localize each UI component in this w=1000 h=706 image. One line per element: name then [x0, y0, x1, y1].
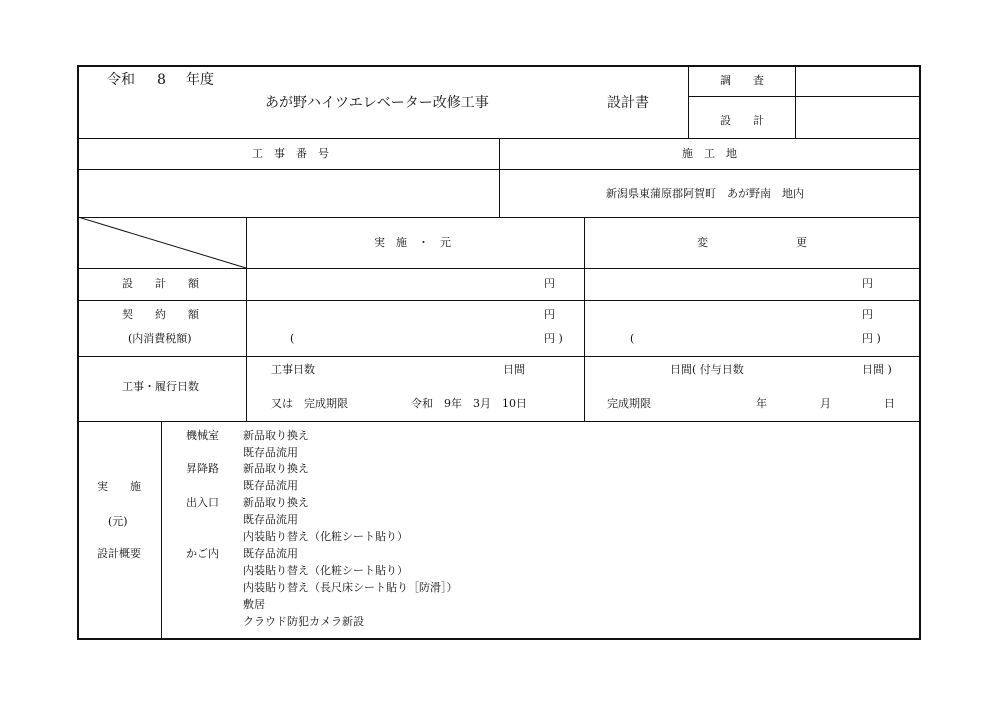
design-amount-change-yen: 円 [862, 277, 873, 290]
contract-amount-change-yen: 円 [862, 308, 873, 321]
work-days-unit: 日間 [503, 363, 525, 376]
summary-item: 既存品流用 [243, 513, 298, 526]
completion-prefix: 又は 完成期限 [271, 397, 348, 410]
contract-amount-label: 契 約 額 [122, 308, 199, 321]
summary-label-2: (元) [108, 515, 128, 528]
implementation-header: 実 施 ・ 元 [374, 236, 451, 249]
rule-summary-col [161, 421, 162, 639]
rule-header-v2 [795, 66, 796, 138]
summary-item: 既存品流用 [243, 547, 298, 560]
summary-item: 新品取り換え [243, 462, 309, 475]
tax-change-paren-open: ( [630, 332, 635, 345]
change-completion-year: 年 [756, 397, 767, 410]
rule-location-split [499, 138, 500, 217]
design-label: 設 計 [720, 114, 764, 127]
summary-label-1: 実 施 [97, 480, 141, 493]
diagonal-line [78, 217, 247, 269]
change-days-label: 日間( 付与日数 [670, 363, 744, 376]
summary-item: 新品取り換え [243, 496, 309, 509]
project-title: あが野ハイツエレベーター改修工事 [265, 95, 489, 111]
rule-schedule-bottom [78, 421, 920, 422]
summary-item: 内装貼り替え（化粧シート貼り） [243, 530, 408, 543]
summary-category: 機械室 [186, 429, 219, 442]
summary-category: 出入口 [186, 496, 219, 509]
change-completion-day: 日 [884, 397, 895, 410]
era-label: 令和 [107, 72, 135, 88]
construction-number-label: 工 事 番 号 [252, 147, 329, 160]
rule-design-bottom [78, 300, 920, 301]
survey-label: 調 査 [720, 74, 764, 87]
year-suffix: 年度 [186, 72, 214, 88]
tax-change-yen-close: 円 ) [862, 332, 881, 345]
tax-label: (内消費税額) [128, 332, 192, 345]
rule-contract-bottom [78, 356, 920, 357]
document-type: 設計書 [607, 95, 649, 111]
summary-item: 新品取り換え [243, 429, 309, 442]
summary-item: 内装貼り替え（化粧シート貼り） [243, 564, 408, 577]
schedule-label: 工事・履行日数 [122, 380, 199, 393]
summary-item: 既存品流用 [243, 446, 298, 459]
change-days-close: 日間 ) [862, 363, 892, 376]
summary-item: クラウド防犯カメラ新設 [243, 615, 364, 628]
site-value: 新潟県東蒲原郡阿賀町 あが野南 地内 [606, 187, 804, 200]
summary-item: 内装貼り替え（長尺床シート貼り［防滑］） [243, 581, 458, 594]
fiscal-year: 8 [157, 72, 166, 88]
contract-amount-yen: 円 [544, 308, 555, 321]
site-label: 施 工 地 [682, 147, 737, 160]
work-days-label: 工事日数 [271, 363, 315, 376]
summary-label-3: 設計概要 [97, 547, 141, 560]
summary-item: 敷居 [243, 598, 265, 611]
rule-header-v1 [688, 66, 689, 138]
change-header: 変 更 [697, 236, 807, 249]
change-completion-month: 月 [820, 397, 831, 410]
change-completion-label: 完成期限 [607, 397, 651, 410]
summary-item: 既存品流用 [243, 479, 298, 492]
completion-date: 令和 9年 3月 10日 [411, 397, 527, 410]
design-amount-yen: 円 [544, 277, 555, 290]
design-amount-label: 設 計 額 [122, 277, 199, 290]
summary-category: 昇降路 [186, 462, 219, 475]
summary-category: かご内 [186, 547, 219, 560]
rule-change-col [584, 217, 585, 421]
tax-paren-open: ( [290, 332, 295, 345]
rule-header-mid-right [688, 96, 920, 97]
tax-yen-close: 円 ) [544, 332, 563, 345]
